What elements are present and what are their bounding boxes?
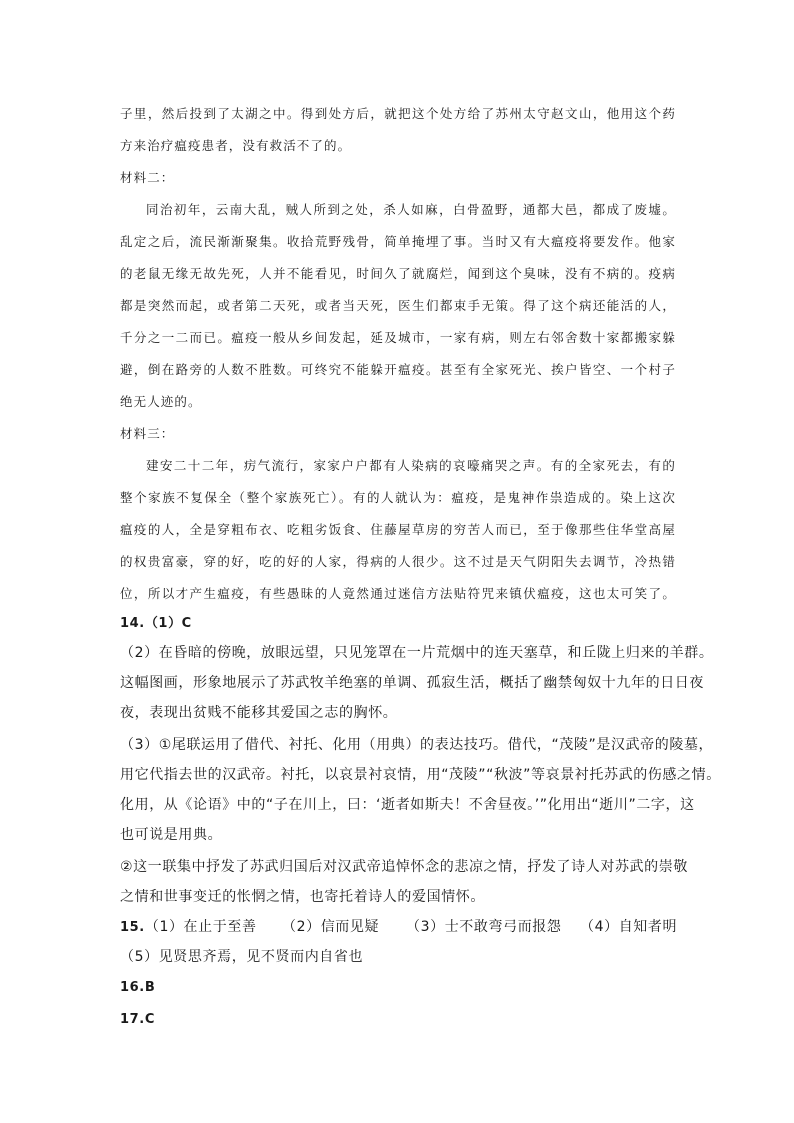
material1-text-line: 子里，然后投到了太湖之中。得到处方后，就把这个处方给了苏州太守赵文山，他用这个药 <box>120 106 676 121</box>
q15-answer-row <box>120 916 257 936</box>
material3-heading: 材料三： <box>120 426 175 441</box>
q15-answer-4: （4）自知者明 <box>580 919 678 935</box>
q14-answer-line: 之情和世事变迁的怅惘之情，也寄托着诗人的爱国情怀。 <box>120 889 485 905</box>
q15-answer-1: （1）在止于至善 <box>144 919 257 935</box>
q16-answer: 16.B <box>120 980 156 995</box>
q14-label: 14.（1）C <box>120 616 192 631</box>
material2-text-line: 绝无人迹的。 <box>120 394 202 409</box>
q15-answer-2: （2）信而见疑 <box>282 919 380 935</box>
q14-answer-line: 用它代指去世的汉武帝。衬托，以哀景衬哀情，用“茂陵”“秋波”等哀景衬托苏武的伤感之情。 <box>120 767 721 783</box>
material3-text-line: 的权贵富豪，穿的好，吃的好的人家，得病的人很少。这不过是天气阴阳失去调节，冷热错 <box>120 554 676 569</box>
q14-answer-line: 夜，表现出贫贱不能移其爱国之志的胸怀。 <box>120 705 398 721</box>
material2-text-line: 的老鼠无缘无故先死，人并不能看见，时间久了就腐烂，闻到这个臭味，没有不病的。疫病 <box>120 266 676 281</box>
q14-answer-line: 这幅图画，形象地展示了苏武牧羊绝塞的单调、孤寂生活，概括了幽禁匈奴十九年的日日夜 <box>120 675 704 691</box>
material1-text-line: 方来治疗瘟疫患者，没有救活不了的。 <box>120 138 352 153</box>
material2-text-line: 乱定之后，流民渐渐聚集。收拾荒野残骨，简单掩埋了事。当时又有大瘟疫将要发作。他家 <box>120 234 676 249</box>
material2-text-line: 避，倒在路旁的人数不胜数。可终究不能躲开瘟疫。甚至有全家死光、挨户皆空、一个村子 <box>120 362 676 377</box>
q15-label: 15. <box>120 920 145 935</box>
material2-text-line: 都是突然而起，或者第二天死，或者当天死，医生们都束手无策。得了这个病还能活的人， <box>120 298 676 313</box>
q17-answer: 17.C <box>120 1012 155 1027</box>
material3-text-line: 位，所以才产生瘟疫，有些愚昧的人竟然通过迷信方法贴符咒来镇伏瘟疫，这也太可笑了。 <box>120 586 676 601</box>
q14-answer-line: 化用，从《论语》中的“子在川上，曰：‘逝者如斯夫！不舍昼夜。’”化用出“逝川”二字，这 <box>120 797 695 813</box>
material2-text-line: 千分之一二而已。瘟疫一般从乡间发起，延及城市，一家有病，则左右邻舍数十家都搬家躲 <box>120 330 676 345</box>
q15-answer-3: （3）士不敢弯弓而报怨 <box>406 919 562 935</box>
material3-text-line: 整个家族不复保全（整个家族死亡）。有的人就认为：瘟疫，是鬼神作祟造成的。染上这次 <box>120 490 676 505</box>
q14-answer-line: （2）在昏暗的傍晚，放眼远望，只见笼罩在一片荒烟中的连天塞草，和丘陇上归来的羊群。 <box>120 645 714 661</box>
material2-heading: 材料二： <box>120 170 175 185</box>
material2-text-line: 同治初年，云南大乱，贼人所到之处，杀人如麻，白骨盈野，通都大邑，都成了废墟。 <box>146 202 676 217</box>
q14-answer-line: （3）①尾联运用了借代、衬托、化用（用典）的表达技巧。借代，“茂陵”是汉武帝的陵墓， <box>120 737 714 753</box>
material3-text-line: 瘟疫的人，全是穿粗布衣、吃粗劣饭食、住藤屋草房的穷苦人而已，至于像那些住华堂高屋 <box>120 522 676 537</box>
q14-answer-line: 也可说是用典。 <box>120 827 223 843</box>
q14-answer-line: ②这一联集中抒发了苏武归国后对汉武帝追悼怀念的悲凉之情，抒发了诗人对苏武的崇敬 <box>120 859 688 875</box>
q15-answer-5: （5）见贤思齐焉，见不贤而内自省也 <box>120 949 364 965</box>
material3-text-line: 建安二十二年，疠气流行，家家户户都有人染病的哀嚎痛哭之声。有的全家死去，有的 <box>146 458 676 473</box>
